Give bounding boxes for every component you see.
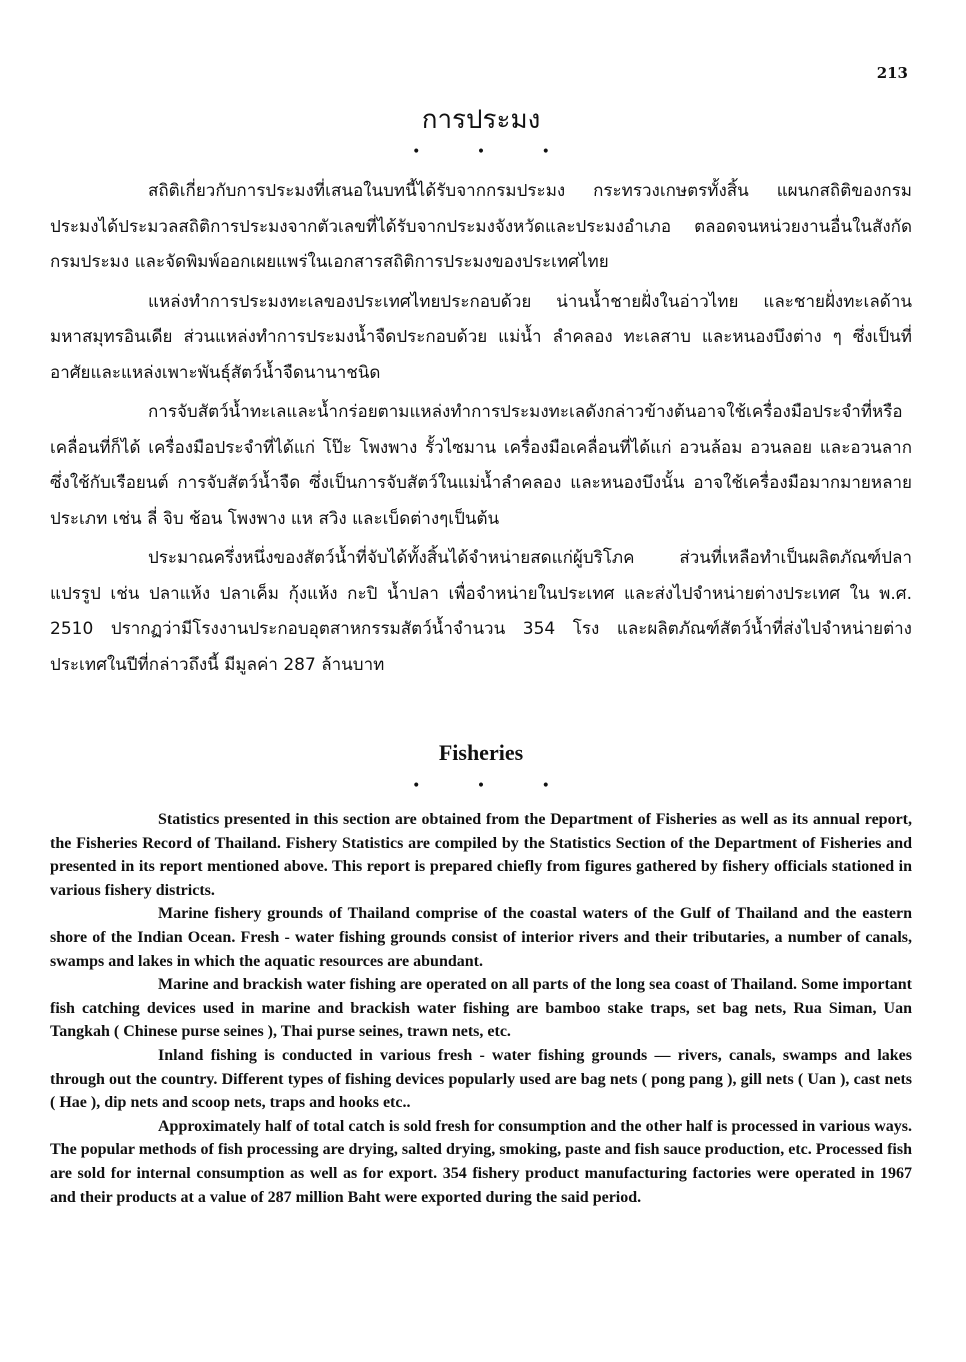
page-number: 213 <box>876 64 908 82</box>
english-paragraph-1: Statistics presented in this section are obtained from the Department of Fisheries as well as its annual report, the Fisheries Record of Thailand. Fishery Statistics are compiled by the Statistics Section of the Department of Fisheries and presented in its report mentioned above. This report is prepared chiefly from figures gathered by fishery officials stationed in various fishery districts. <box>50 811 912 899</box>
thai-paragraph-2: แหล่งทำการประมงทะเลของประเทศไทยประกอบด้วย น่านน้ำชายฝั่งในอ่าวไทย และชายฝั่งทะเลด้านมหาสมุทรอินเดีย ส่วนแหล่งทำการประมงน้ำจืดประกอบด้วย แม่น้ำ ลำคลอง ทะเลสาบ และหนองบึงต่าง ๆ ซึ่งเป็นที่อาศัยและแหล่งเพาะพันธุ์สัตว์น้ำจืดนานาชนิด <box>50 291 912 383</box>
english-separator-dots: • • • <box>412 778 576 794</box>
english-paragraph-5: Approximately half of total catch is sold fresh for consumption and the other half is processed in various ways. The popular methods of fish processing are drying, salted drying, smoking, paste and fish sauce production, etc. Processed fish are sold for internal consumption as well as for export. 354 fishery product manufacturing factories were operated in 1967 and their products at a value of 287 million Baht were exported during the said period. <box>50 1117 912 1206</box>
english-section <box>50 738 912 1209</box>
thai-paragraph-1: สถิติเกี่ยวกับการประมงที่เสนอในบทนี้ได้รับจากกรมประมง กระทรวงเกษตรทั้งสิ้น แผนกสถิติของกรมประมงได้ประมวลสถิติการประมงจากตัวเลขที่ได้รับจากประมงจังหวัดและประมงอำเภอ ตลอดจนหน่วยงานอื่นในสังกัดกรมประมง และจัดพิมพ์ออกเผยแพร่ในเอกสารสถิติการประมงของประเทศไทย <box>50 181 912 272</box>
english-paragraph-2: Marine fishery grounds of Thailand comprise of the coastal waters of the Gulf of Thailand and the eastern shore of the Indian Ocean. Fresh - water fishing grounds consist of interior rivers and their tributaries, a number of canals, swamps and lakes in which the aquatic resources are abundant. <box>50 905 912 970</box>
english-title: Fisheries <box>438 740 524 765</box>
thai-section <box>50 100 912 687</box>
thai-paragraph-4: ประมาณครึ่งหนึ่งของสัตว์น้ำที่จับได้ทั้งสิ้นได้จำหน่ายสดแก่ผู้บริโภค ส่วนที่เหลือทำเป็นผลิตภัณฑ์ปลาแปรรูป เช่น ปลาแห้ง ปลาเค็ม กุ้งแห้ง กะปิ น้ำปลา เพื่อจำหน่ายในประเทศ และส่งไปจำหน่ายต่างประเทศ ใน พ.ศ. 2510 ปรากฏว่ามีโรงงานประกอบอุตสาหกรรมสัตว์น้ำจำนวน 354 โรง และผลิตภัณฑ์สัตว์น้ำที่ส่งไปจำหน่ายต่างประเทศในปีที่กล่าวถึงนี้ มีมูลค่า 287 ล้านบาท <box>50 548 912 675</box>
english-paragraph-3: Marine and brackish water fishing are operated on all parts of the long sea coast of Thailand. Some important fish catching devices used in marine and brackish water fishing are bamboo stake traps, set bag nets, Rua Siman, Uan Tangkah ( Chinese purse seines ), Thai purse seines, trawn nets, etc. <box>50 976 912 1041</box>
thai-paragraph-3: การจับสัตว์น้ำทะเลและน้ำกร่อยตามแหล่งทำการประมงทะเลดังกล่าวข้างต้นอาจใช้เครื่องมือประจำที่หรือเคลื่อนที่ก็ได้ เครื่องมือประจำที่ได้แก่ โป๊ะ โพงพาง รั้วไซมาน เครื่องมือเคลื่อนที่ได้แก่ อวนล้อม อวนลอย และอวนลากซึ่งใช้กับเรือยนต์ การจับสัตว์น้ำจืด ซึ่งเป็นการจับสัตว์ในแม่น้ำลำคลอง และหนองบึงนั้น อาจใช้เครื่องมือมากมายหลายประเภท เช่น ลี่ จิบ ช้อน โพงพาง แห สวิง และเบ็ดต่างๆเป็นต้น <box>50 402 912 529</box>
english-paragraph-4: Inland fishing is conducted in various fresh - water fishing grounds — rivers, canals, swamps and lakes through out the country. Different types of fishing devices popularly used are bag nets ( pong pang ), gill nets ( Uan ), cast nets ( Hae ), dip nets and scoop nets, traps and hooks etc.. <box>50 1046 912 1112</box>
thai-separator-dots: • • • <box>412 144 576 160</box>
thai-title: การประมง <box>421 105 541 135</box>
